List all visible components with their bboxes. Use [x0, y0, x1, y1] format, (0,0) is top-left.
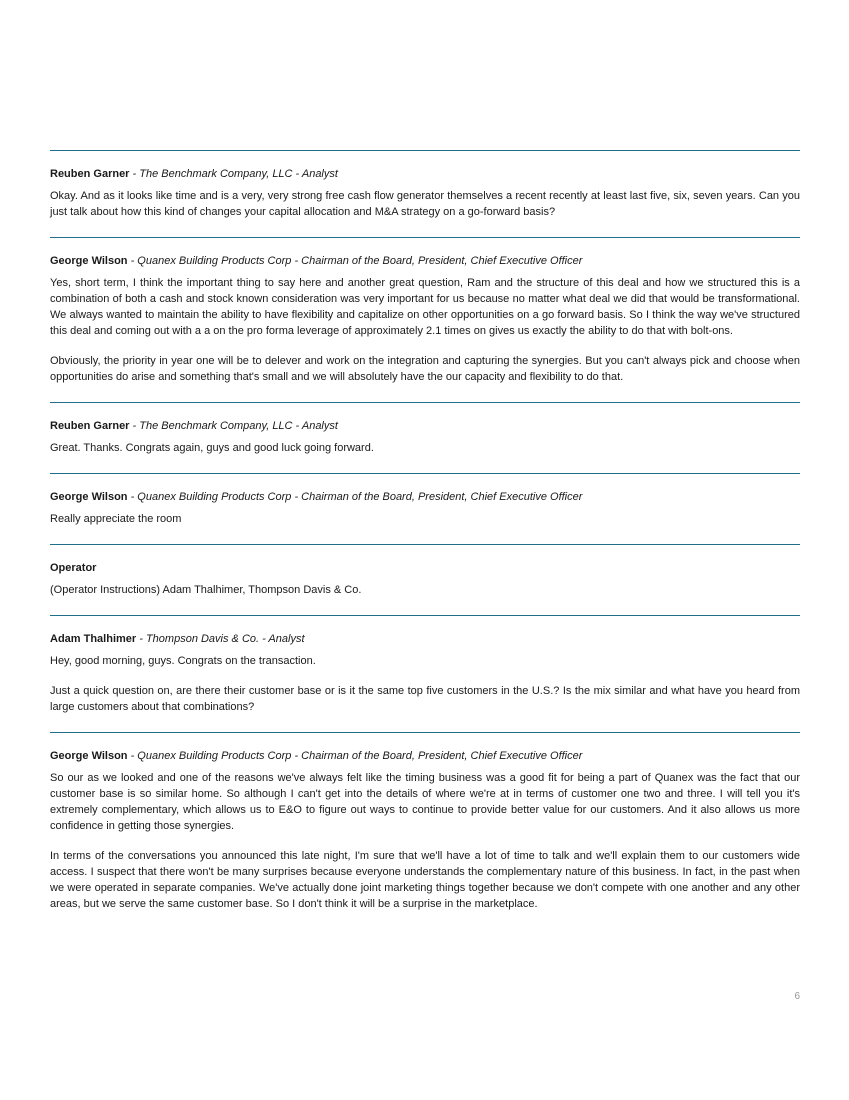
statement-paragraph: Great. Thanks. Congrats again, guys and good luck going forward.: [50, 442, 374, 454]
transcript-entry: [50, 733, 800, 929]
page-number: 6: [794, 991, 800, 1002]
transcript-entry: [50, 545, 800, 615]
statement-paragraph: Hey, good morning, guys. Congrats on the transaction.: [50, 655, 316, 667]
speaker-line: [50, 632, 800, 646]
speaker-line: [50, 561, 800, 575]
statement-paragraph: Just a quick question on, are there their customer base or is it the same top five customers in the U.S.? Is the mix similar and what have you heard from large customers about that combinations?: [50, 685, 800, 713]
statement-paragraph: (Operator Instructions) Adam Thalhimer, Thompson Davis & Co.: [50, 584, 362, 596]
statement-paragraph: Obviously, the priority in year one will be to delever and work on the integration and capturing the synergies. But you can't always pick and choose when opportunities do arise and something that's small and we will absolutely have the our capacity and flexibility to do that.: [50, 355, 800, 383]
speaker-line: [50, 167, 800, 181]
statement-paragraph: In terms of the conversations you announced this late night, I'm sure that we'll have a lot of time to talk and we'll explain them to our customers wide access. I suspect that there won't be many surprises because everyone understands the complementary nature of this business. In fact, in the past when we were operated in separate companies. We've actually done joint marketing things together because we don't compete with one another and any other areas, but we serve the same customer base. So I don't think it will be a surprise in the marketplace.: [50, 850, 800, 910]
speaker-name: George Wilson: [50, 255, 128, 267]
statement-paragraph: Yes, short term, I think the important thing to say here and another great question, Ram and the structure of this deal and how we structured this is a combination of both a cash and stock known consideration was very important for us because no matter what deal we did that would be transformational. We always wanted to maintain the ability to have flexibility and capitalize on other opportunities on a go forward basis. So I think the way we've structured this deal and coming out with a a on the pro forma leverage of approximately 2.1 times on gives us exactly the ability to do that with bolt-ons.: [50, 277, 800, 337]
transcript-entry: [50, 238, 800, 402]
speaker-affiliation: - Quanex Building Products Corp - Chairman of the Board, President, Chief Executive Officer: [127, 255, 583, 267]
speaker-name: Adam Thalhimer: [50, 633, 137, 645]
speaker-affiliation: - Quanex Building Products Corp - Chairman of the Board, President, Chief Executive Officer: [127, 750, 583, 762]
speaker-affiliation: - The Benchmark Company, LLC - Analyst: [129, 168, 338, 180]
transcript-entry: [50, 474, 800, 544]
transcript-entry: [50, 151, 800, 237]
speaker-affiliation: - Thompson Davis & Co. - Analyst: [136, 633, 305, 645]
speaker-name: Reuben Garner: [50, 168, 130, 180]
statement-paragraph: So our as we looked and one of the reasons we've always felt like the timing business was a good fit for being a part of Quanex was the fact that our customer base is so similar home. So although I can't get into the details of where we're at in terms of customer one two and three. I will tell you it's extremely complementary, which allows us to E&O to figure out ways to continue to provide better value for our customers. And it also allows us more confidence in getting those synergies.: [50, 772, 800, 832]
speaker-affiliation: - The Benchmark Company, LLC - Analyst: [129, 420, 338, 432]
transcript-entry: [50, 403, 800, 473]
transcript-entry: [50, 616, 800, 732]
speaker-affiliation: - Quanex Building Products Corp - Chairman of the Board, President, Chief Executive Officer: [127, 491, 583, 503]
statement-paragraph: Really appreciate the room: [50, 513, 182, 525]
speaker-name: George Wilson: [50, 491, 128, 503]
statement-paragraph: Okay. And as it looks like time and is a very, very strong free cash flow generator themselves a recent recently at least last five, six, seven years. Can you just talk about how this kind of changes your capital allocation and M&A strategy on a go-forward basis?: [50, 190, 800, 218]
speaker-line: [50, 419, 800, 433]
speaker-line: [50, 490, 800, 504]
speaker-name: Operator: [50, 562, 97, 574]
speaker-name: Reuben Garner: [50, 420, 130, 432]
speaker-name: George Wilson: [50, 750, 128, 762]
transcript-page: [50, 150, 800, 929]
speaker-line: [50, 254, 800, 268]
speaker-line: [50, 749, 800, 763]
